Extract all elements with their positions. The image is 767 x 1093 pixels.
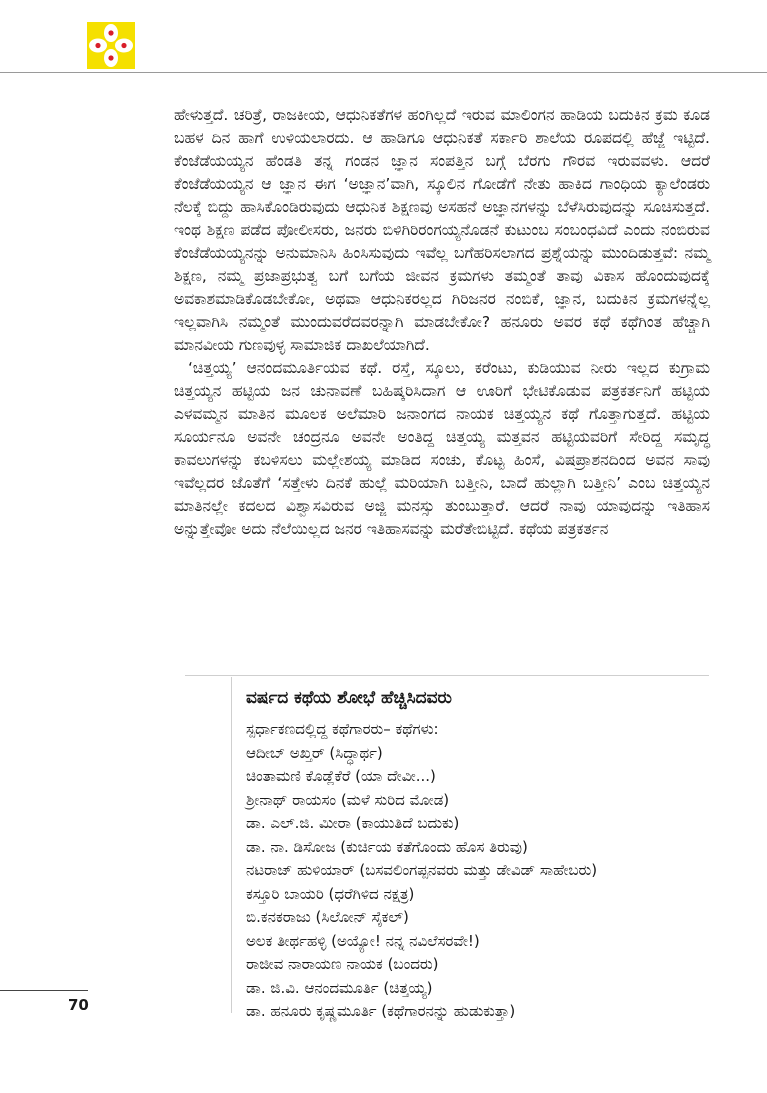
list-item: ಡಾ. ನಾ. ಡಿಸೋಜ (ಕುರ್ಚಿಯ ಕತೆಗೊಂದು ಹೊಸ ತಿರುವು): [246, 837, 528, 856]
sidebar-top-divider: [185, 675, 709, 676]
list-item: ಶ್ರೀನಾಥ್ ರಾಯಸಂ (ಮಳೆ ಸುರಿದ ಮೋಡ): [246, 790, 450, 809]
contributors-list: [246, 718, 706, 1024]
article-paragraph: ‘ಚಿತ್ತಯ್ಯ’ ಆನಂದಮೂರ್ತಿಯವ ಕಥೆ. ರಸ್ತೆ, ಸ್ಕೂಲು, ಕರೆಂಟು, ಕುಡಿಯುವ ನೀರು ಇಲ್ಲದ ಕುಗ್ರಾಮ ಚಿತ್ತಯ್ಯನ ಹಟ್ಟಿಯ ಜನ ಚುನಾವಣೆ ಬಹಿಷ್ಕರಿಸಿದಾಗ ಆ ಊರಿಗೆ ಭೇಟಿಕೊಡುವ ಪತ್ರಕರ್ತನಿಗೆ ಹಟ್ಟಿಯ ಎಳವಮ್ಮನ ಮಾತಿನ ಮೂಲಕ ಅಲೆಮಾರಿ ಜನಾಂಗದ ನಾಯಕ ಚಿತ್ತಯ್ಯನ ಕಥೆ ಗೊತ್ತಾಗುತ್ತದೆ. ಹಟ್ಟಿಯ ಸೂರ್ಯನೂ ಅವನೇ ಚಂದ್ರನೂ ಅವನೇ ಅಂತಿದ್ದ ಚಿತ್ತಯ್ಯ ಮತ್ತವನ ಹಟ್ಟಿಯವರಿಗೆ ಸೇರಿದ್ದ ಸಮೃದ್ಧ ಕಾವಲುಗಳನ್ನು ಕಬಳಿಸಲು ಮಲ್ಲೇಶಯ್ಯ ಮಾಡಿದ ಸಂಚು, ಕೊಟ್ಟ ಹಿಂಸೆ, ವಿಷಪ್ರಾಶನದಿಂದ ಅವನ ಸಾವು ಇವೆಲ್ಲದರ ಜೊತೆಗೆ ‘ಸತ್ತೇಳು ದಿನಕೆ ಹುಲ್ಲೆ ಮರಿಯಾಗಿ ಬತ್ತೀನಿ, ಬಾದೆ ಹುಲ್ಲಾಗಿ ಬತ್ತೀನಿ’ ಎಂಬ ಚಿತ್ತಯ್ಯನ ಮಾತಿನಲ್ಲೇ ಕದಲದ ವಿಶ್ವಾಸವಿರುವ ಅಜ್ಜಿ ಮನಸ್ಸು ತುಂಬುತ್ತಾರೆ. ಆದರೆ ನಾವು ಯಾವುದನ್ನು ಇತಿಹಾಸ ಅನ್ನುತ್ತೇವೋ ಅದು ನೆಲೆಯಿಲ್ಲದ ಜನರ ಇತಿಹಾಸವನ್ನು ಮರೆತೇಬಿಟ್ಟಿದೆ. ಕಥೆಯ ಪತ್ರಕರ್ತನ: [174, 359, 710, 538]
yellow-flower-emblem-icon: [87, 22, 135, 69]
article-paragraph: ಹೇಳುತ್ತದೆ. ಚರಿತ್ರೆ, ರಾಜಕೀಯ, ಆಧುನಿಕತೆಗಳ ಹಂಗಿಲ್ಲದೆ ಇರುವ ಮಾಲಿಂಗನ ಹಾಡಿಯ ಬದುಕಿನ ಕ್ರಮ ಕೂಡ ಬಹಳ ದಿನ ಹಾಗೆ ಉಳಿಯಲಾರದು. ಆ ಹಾಡಿಗೂ ಆಧುನಿಕತೆ ಸರ್ಕಾರಿ ಶಾಲೆಯ ರೂಪದಲ್ಲಿ ಹೆಜ್ಜೆ ಇಟ್ಟಿದೆ. ಕೆಂಜೆಡೆಯಯ್ಯನ ಹೆಂಡತಿ ತನ್ನ ಗಂಡನ ಜ್ಞಾನ ಸಂಪತ್ತಿನ ಬಗ್ಗೆ ಬೆರಗು ಗೌರವ ಇರುವವಳು. ಆದರೆ ಕೆಂಜೆಡೆಯಯ್ಯನ ಆ ಜ್ಞಾನ ಈಗ ‘ಅಜ್ಞಾನ’ವಾಗಿ, ಸ್ಕೂಲಿನ ಗೋಡೆಗೆ ನೇತು ಹಾಕಿದ ಗಾಂಧಿಯ ಕ್ಯಾಲೆಂಡರು ನೆಲಕ್ಕೆ ಬಿದ್ದು ಹಾಸಿಕೊಂಡಿರುವುದು ಆಧುನಿಕ ಶಿಕ್ಷಣವು ಅಸಹನೆ ಅಜ್ಞಾನಗಳನ್ನು ಬೆಳೆಸಿರುವುದನ್ನು ಸೂಚಿಸುತ್ತದೆ. ಇಂಥ ಶಿಕ್ಷಣ ಪಡೆದ ಪೋಲೀಸರು, ಜನರು ಬಿಳಿಗಿರಿರಂಗಯ್ಯನೊಡನೆ ಕುಟುಂಬ ಸಂಬಂಧವಿದೆ ಎಂದು ನಂಬಿರುವ ಕೆಂಜೆಡೆಯಯ್ಯನನ್ನು ಅನುಮಾನಿಸಿ ಹಿಂಸಿಸುವುದು ಇವೆಲ್ಲ ಬಗೆಹರಿಸಲಾಗದ ಪ್ರಶ್ನೆಯನ್ನು ಮುಂದಿಡುತ್ತವೆ: ನಮ್ಮ ಶಿಕ್ಷಣ, ನಮ್ಮ ಪ್ರಜಾಪ್ರಭುತ್ವ ಬಗೆ ಬಗೆಯ ಜೀವನ ಕ್ರಮಗಳು ತಮ್ಮಂತೆ ತಾವು ವಿಕಾಸ ಹೊಂದುವುದಕ್ಕೆ ಅವಕಾಶಮಾಡಿಕೊಡಬೇಕೋ, ಅಥವಾ ಆಧುನಿಕರಲ್ಲದ ಗಿರಿಜನರ ನಂಬಿಕೆ, ಜ್ಞಾನ, ಬದುಕಿನ ಕ್ರಮಗಳನ್ನೆಲ್ಲ ಇಲ್ಲವಾಗಿಸಿ ನಮ್ಮಂತೆ ಮುಂದುವರೆದವರನ್ನಾಗಿ ಮಾಡಬೇಕೋ? ಹನೂರು ಅವರ ಕಥೆ ಕಥೆಗಿಂತ ಹೆಚ್ಚಾಗಿ ಮಾನವೀಯ ಗುಣವುಳ್ಳ ಸಾಮಾಜಿಕ ದಾಖಲೆಯಾಗಿದೆ.: [174, 106, 710, 354]
list-item: ಡಾ. ಹನೂರು ಕೃಷ್ಣಮೂರ್ತಿ (ಕಥೆಗಾರನನ್ನು ಹುಡುಕುತ್ತಾ): [246, 1002, 516, 1020]
list-item: ಸ್ಪರ್ಧಾಕಣದಲ್ಲಿದ್ದ ಕಥೆಗಾರರು– ಕಥೆಗಳು:: [246, 720, 439, 738]
list-item: ಡಾ. ಎಲ್.ಜಿ. ಮೀರಾ (ಕಾಯುತಿದೆ ಬದುಕು): [246, 814, 460, 832]
list-item: ರಾಜೀವ ನಾರಾಯಣ ನಾಯಕ (ಬಂದರು): [246, 955, 439, 973]
list-item: ಚಿಂತಾಮಣಿ ಕೊಡ್ಲೆಕೆರೆ (ಯಾ ದೇವೀ...): [246, 767, 436, 785]
article-body: [174, 104, 710, 541]
list-item: ಡಾ. ಜಿ.ವಿ. ಆನಂದಮೂರ್ತಿ (ಚಿತ್ತಯ್ಯ): [246, 978, 433, 997]
sidebar-left-divider: [231, 677, 232, 1013]
list-item: ನಟರಾಜ್ ಹುಳಿಯಾರ್ (ಬಸವಲಿಂಗಪ್ಪನವರು ಮತ್ತು ಡೇವಿಡ್ ಸಾಹೇಬರು): [246, 861, 598, 879]
list-item: ಬಿ.ಕನಕರಾಜು (ಸಿಲೋನ್ ಸೈಕಲ್): [246, 908, 409, 926]
page-number: 70: [68, 996, 89, 1014]
header-divider: [0, 72, 767, 73]
contributors-sidebar: [246, 684, 706, 1024]
list-item: ಅಲಕ ತೀರ್ಥಹಳ್ಳಿ (ಅಯ್ಯೋ! ನನ್ನ ನವಿಲೆಸರವೇ!): [246, 931, 480, 950]
list-item: ಕಸ್ತೂರಿ ಬಾಯರಿ (ಧರೆಗಿಳಿದ ನಕ್ಷತ್ರ): [246, 884, 415, 903]
sidebar-title: ವರ್ಷದ ಕಥೆಯ ಶೋಭೆ ಹೆಚ್ಚಿಸಿದವರು: [246, 688, 452, 708]
footer-divider: [0, 990, 88, 991]
list-item: ಆದೀಬ್ ಅಖ್ತರ್ (ಸಿದ್ಧಾರ್ಥ): [246, 743, 383, 762]
